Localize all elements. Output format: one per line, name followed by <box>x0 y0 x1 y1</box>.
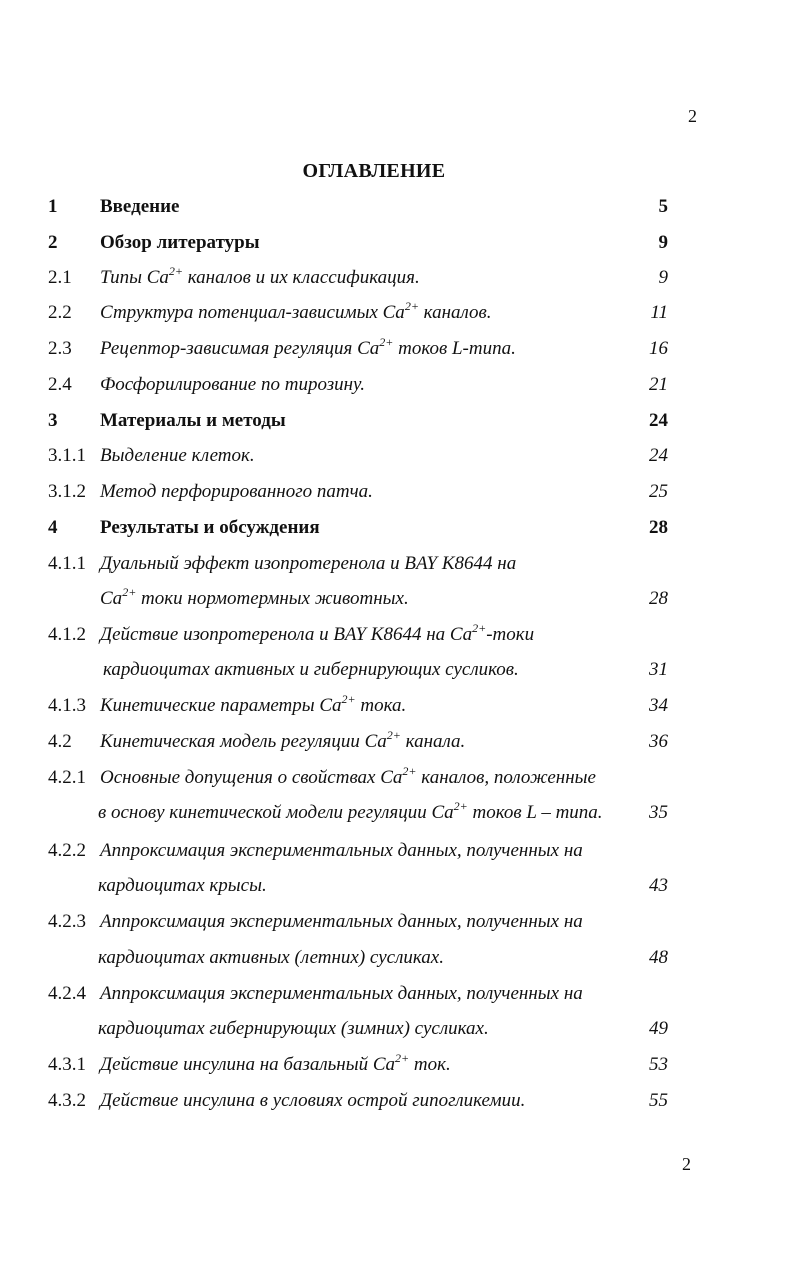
entry-page: 34 <box>649 695 668 716</box>
page-number-top: 2 <box>688 106 697 126</box>
entry-title-line2: кардиоцитах гибернирующих (зимних) сусликах. <box>98 1018 489 1039</box>
entry-title: Действие инсулина на базальный $Ca^{2+}$ ток. <box>100 1051 451 1075</box>
entry-number: 4.1.1 <box>48 553 86 574</box>
entry-title: Введение <box>100 196 180 217</box>
toc-entry-continuation <box>0 798 797 828</box>
toc-entry <box>0 836 797 866</box>
toc-title: ОГЛАВЛЕНИЕ <box>302 160 446 182</box>
entry-page: 11 <box>650 302 668 323</box>
entry-page: 36 <box>649 731 668 752</box>
entry-title: Типы $Ca^{2+}$ каналов и их классификация. <box>100 264 420 288</box>
toc-entry-continuation <box>0 655 797 685</box>
entry-page: 49 <box>649 1018 668 1039</box>
entry-page: 48 <box>649 947 668 968</box>
entry-title-line2: $Ca^{2+}$ токи нормотермных животных. <box>100 585 409 609</box>
toc-entry <box>0 620 797 650</box>
entry-title: Действие инсулина в условиях острой гипогликемии. <box>100 1090 526 1111</box>
toc-entry <box>0 1050 797 1080</box>
entry-title-line1: Аппроксимация экспериментальных данных, полученных на <box>100 840 583 861</box>
entry-page: 35 <box>649 802 668 823</box>
entry-number: 4.1.2 <box>48 624 86 645</box>
toc-entry <box>0 979 797 1009</box>
entry-number: 4.2.2 <box>48 840 86 861</box>
toc-entry <box>0 907 797 937</box>
entry-number: 2 <box>48 232 58 253</box>
toc-entry <box>0 263 797 293</box>
toc-entry-continuation <box>0 943 797 973</box>
entry-page: 53 <box>649 1054 668 1075</box>
entry-title: Структура потенциал-зависимых $Ca^{2+}$ каналов. <box>100 299 492 323</box>
entry-title: Обзор литературы <box>100 232 260 253</box>
toc-entry <box>0 477 797 507</box>
entry-page: 21 <box>649 374 668 395</box>
toc-entry-continuation <box>0 1014 797 1044</box>
entry-title: Рецептор-зависимая регуляция $Ca^{2+}$ токов L-типа. <box>100 335 516 359</box>
entry-page: 5 <box>658 196 668 217</box>
entry-number: 2.1 <box>48 267 72 288</box>
entry-title-line2: в основу кинетической модели регуляции $Ca^{2+}$ токов L – типа. <box>98 799 603 823</box>
toc-entry <box>0 192 797 222</box>
entry-page: 55 <box>649 1090 668 1111</box>
entry-number: 4.2.3 <box>48 911 86 932</box>
entry-page: 25 <box>649 481 668 502</box>
entry-title: Кинетические параметры $Ca^{2+}$ тока. <box>100 692 407 716</box>
entry-title: Фосфорилирование по тирозину. <box>100 374 366 395</box>
entry-title-line1: Дуальный эффект изопротеренола и BAY K8644 на <box>100 553 517 574</box>
entry-title-line2: кардиоцитах активных (летних) сусликах. <box>98 947 444 968</box>
entry-page: 31 <box>649 659 668 680</box>
entry-page: 28 <box>649 517 668 538</box>
entry-page: 9 <box>658 267 668 288</box>
toc-entry <box>0 691 797 721</box>
entry-title-line2: кардиоцитах крысы. <box>98 875 267 896</box>
entry-page: 16 <box>649 338 668 359</box>
toc-entry <box>0 549 797 579</box>
entry-number: 4.2.1 <box>48 767 86 788</box>
entry-page: 28 <box>649 588 668 609</box>
entry-number: 3.1.1 <box>48 445 86 466</box>
entry-number: 4.3.2 <box>48 1090 86 1111</box>
entry-number: 4.3.1 <box>48 1054 86 1075</box>
entry-title: Метод перфорированного патча. <box>100 481 373 502</box>
toc-entry <box>0 406 797 436</box>
entry-page: 9 <box>658 232 668 253</box>
toc-entry <box>0 228 797 258</box>
toc-entry <box>0 727 797 757</box>
entry-title-line1: Аппроксимация экспериментальных данных, полученных на <box>100 911 583 932</box>
entry-number: 2.3 <box>48 338 72 359</box>
entry-number: 4 <box>48 517 58 538</box>
toc-entry-continuation <box>0 871 797 901</box>
entry-number: 1 <box>48 196 58 217</box>
toc-entry <box>0 763 797 793</box>
entry-title-line2: кардиоцитах активных и гибернирующих сусликов. <box>103 659 519 680</box>
page-number-bottom: 2 <box>682 1154 691 1174</box>
entry-title-line1: Действие изопротеренола и BAY K8644 на $Ca^{2+}$-токи <box>100 621 535 645</box>
entry-page: 24 <box>649 445 668 466</box>
entry-page: 43 <box>649 875 668 896</box>
entry-number: 4.2 <box>48 731 72 752</box>
toc-entry <box>0 441 797 471</box>
entry-title-line1: Основные допущения о свойствах $Ca^{2+}$ каналов, положенные <box>100 764 596 788</box>
entry-title: Кинетическая модель регуляции $Ca^{2+}$ канала. <box>100 728 466 752</box>
toc-entry <box>0 298 797 328</box>
entry-number: 2.4 <box>48 374 72 395</box>
entry-title-line1: Аппроксимация экспериментальных данных, полученных на <box>100 983 583 1004</box>
toc-entry-continuation <box>0 584 797 614</box>
entry-title: Выделение клеток. <box>100 445 255 466</box>
toc-entry <box>0 334 797 364</box>
entry-number: 4.2.4 <box>48 983 86 1004</box>
entry-title: Материалы и методы <box>100 410 286 431</box>
toc-entry <box>0 370 797 400</box>
entry-page: 24 <box>649 410 668 431</box>
entry-number: 2.2 <box>48 302 72 323</box>
entry-number: 3 <box>48 410 58 431</box>
toc-entry <box>0 513 797 543</box>
entry-number: 3.1.2 <box>48 481 86 502</box>
toc-entry <box>0 1086 797 1116</box>
entry-number: 4.1.3 <box>48 695 86 716</box>
entry-title: Результаты и обсуждения <box>100 517 320 538</box>
